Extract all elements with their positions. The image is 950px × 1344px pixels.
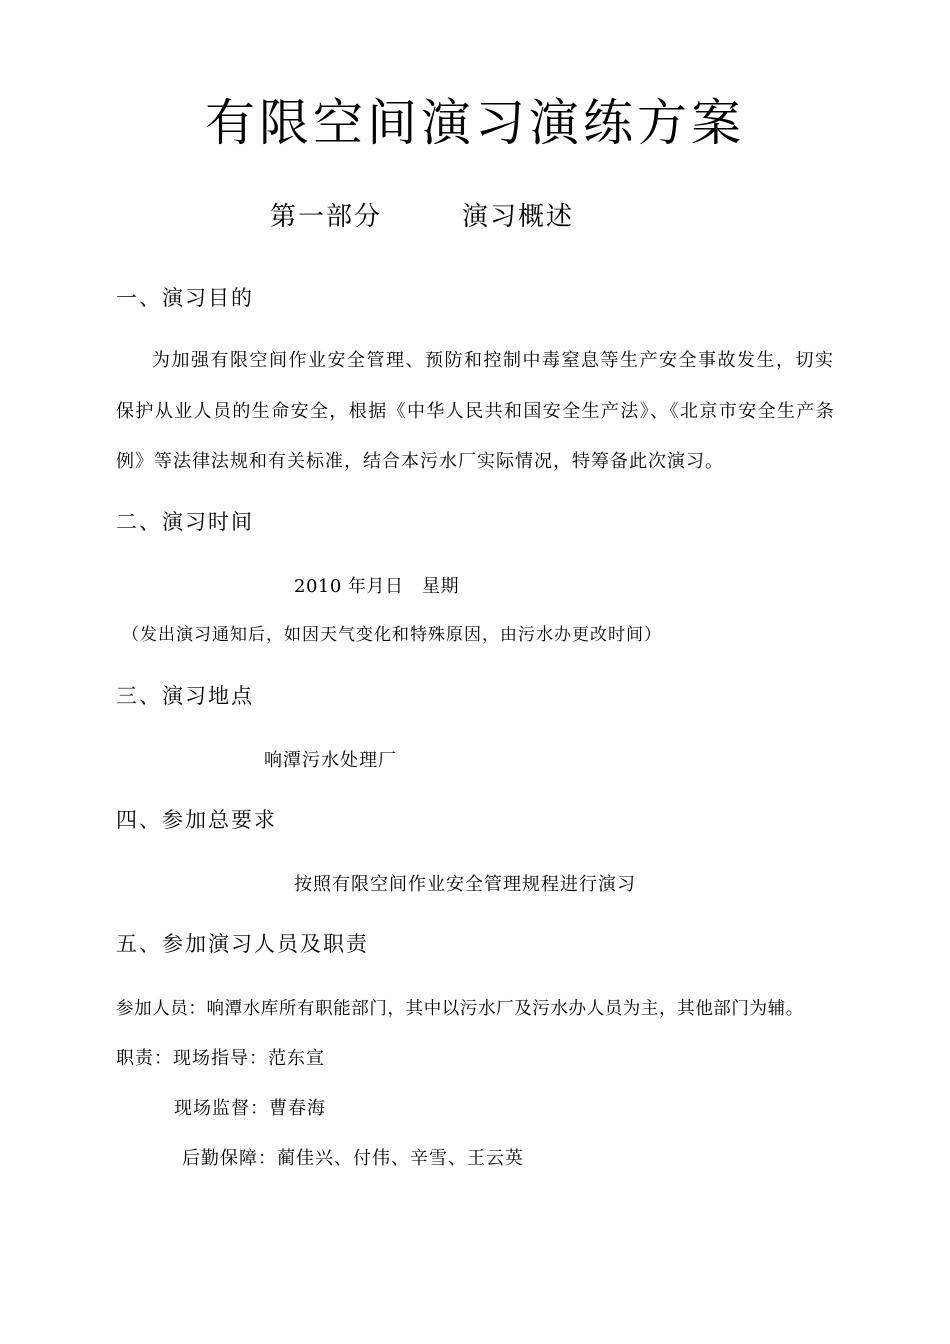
time-note: （发出演习通知后，如因天气变化和特殊原因，由污水办更改时间） — [122, 625, 662, 645]
paragraph-line: 为加强有限空间作业安全管理、预防和控制中毒窒息等生产安全事故发生，切实 — [152, 350, 835, 371]
duty-supervise: 现场监督：曹春海 — [174, 1098, 326, 1119]
participants-text: 参加人员：响潭水库所有职能部门，其中以污水厂及污水办人员为主，其他部门为辅。 — [116, 999, 804, 1019]
section-heading-time: 二、演习时间 — [116, 510, 254, 534]
duty-logistics: 后勤保障：蔺佳兴、付伟、辛雪、王云英 — [182, 1148, 524, 1169]
paragraph-line: 例》等法律法规和有关标准，结合本污水厂实际情况，特筹备此次演习。 — [116, 451, 724, 472]
drill-date: 2010 年月日 星期 — [294, 576, 460, 597]
section-heading-requirements: 四、参加总要求 — [116, 808, 277, 832]
requirement-text: 按照有限空间作业安全管理规程进行演习 — [294, 874, 636, 895]
section-heading-purpose: 一、演习目的 — [116, 286, 254, 310]
section-heading-participants: 五、参加演习人员及职责 — [116, 932, 369, 956]
drill-location: 响潭污水处理厂 — [264, 750, 397, 771]
paragraph-line: 保护从业人员的生命安全，根据《中华人民共和国安全生产法》、《北京市安全生产条 — [116, 401, 836, 422]
part-title: 演习概述 — [462, 202, 575, 232]
duty-command: 职责：现场指导：范东宣 — [116, 1048, 325, 1069]
part-number: 第一部分 — [270, 202, 383, 232]
document-title: 有限空间演习演练方案 — [205, 94, 745, 152]
section-heading-location: 三、演习地点 — [116, 684, 254, 708]
